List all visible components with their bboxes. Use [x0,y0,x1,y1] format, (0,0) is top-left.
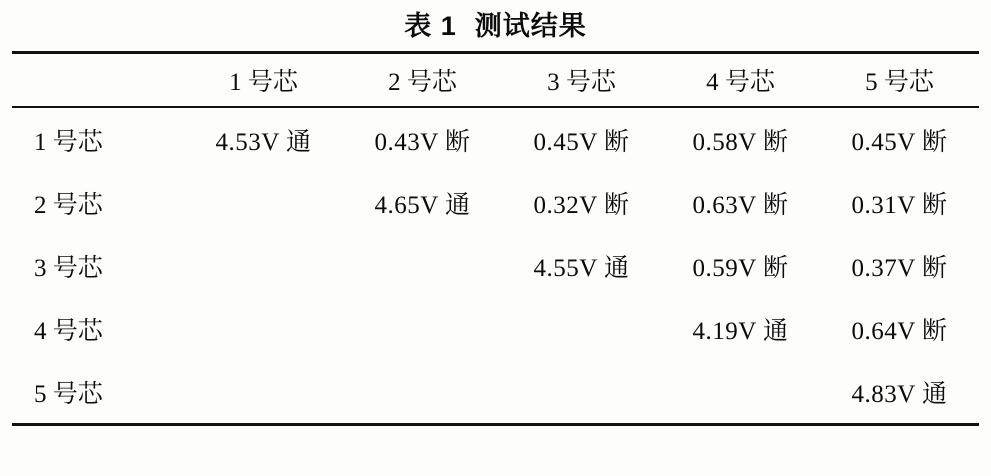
cell-r2c2: 4.65V 通 [374,191,471,219]
cell-r5c1 [184,360,343,425]
table-corner-header [12,53,184,108]
cell-r5c4 [661,360,820,425]
table-header [12,53,979,108]
row-header-1: 1 号芯 [34,128,103,156]
cell-r2c4: 0.63V 断 [692,191,789,219]
row-header-3: 3 号芯 [34,254,103,282]
test-results-table [12,51,979,426]
cell-r2c3: 0.32V 断 [533,191,630,219]
cell-r1c2: 0.43V 断 [374,128,471,156]
cell-r1c1: 4.53V 通 [215,128,312,156]
table-caption [12,0,979,51]
cell-r4c5: 0.64V 断 [851,317,948,345]
cell-r3c3: 4.55V 通 [533,254,630,282]
table-row [12,360,979,425]
table-caption-label: 表 1 [404,11,457,41]
cell-r1c4: 0.58V 断 [692,128,789,156]
cell-r1c5: 0.45V 断 [851,128,948,156]
cell-r5c5: 4.83V 通 [820,360,979,425]
table-row [12,297,979,360]
cell-r2c1 [184,171,343,234]
column-header-1: 1 号芯 [184,53,343,108]
row-header-5: 5 号芯 [12,360,184,425]
cell-r3c2 [343,234,502,297]
column-header-4: 4 号芯 [661,53,820,108]
column-header-2: 2 号芯 [343,53,502,108]
table-row [12,171,979,234]
cell-r3c5: 0.37V 断 [851,254,948,282]
cell-r4c3 [502,297,661,360]
cell-r2c5: 0.31V 断 [851,191,948,219]
column-header-5: 5 号芯 [820,53,979,108]
table-row [12,234,979,297]
cell-r4c2 [343,297,502,360]
row-header-2: 2 号芯 [34,191,103,219]
cell-r1c3: 0.45V 断 [533,128,630,156]
cell-r3c1 [184,234,343,297]
column-header-3: 3 号芯 [502,53,661,108]
table-body [12,107,979,425]
cell-r4c4: 4.19V 通 [692,317,789,345]
cell-r5c3 [502,360,661,425]
cell-r3c4: 0.59V 断 [692,254,789,282]
cell-r4c1 [184,297,343,360]
row-header-4: 4 号芯 [34,317,103,345]
table-row [12,107,979,171]
cell-r5c2 [343,360,502,425]
table-caption-title: 测试结果 [474,11,587,41]
table-header-row [12,53,979,108]
